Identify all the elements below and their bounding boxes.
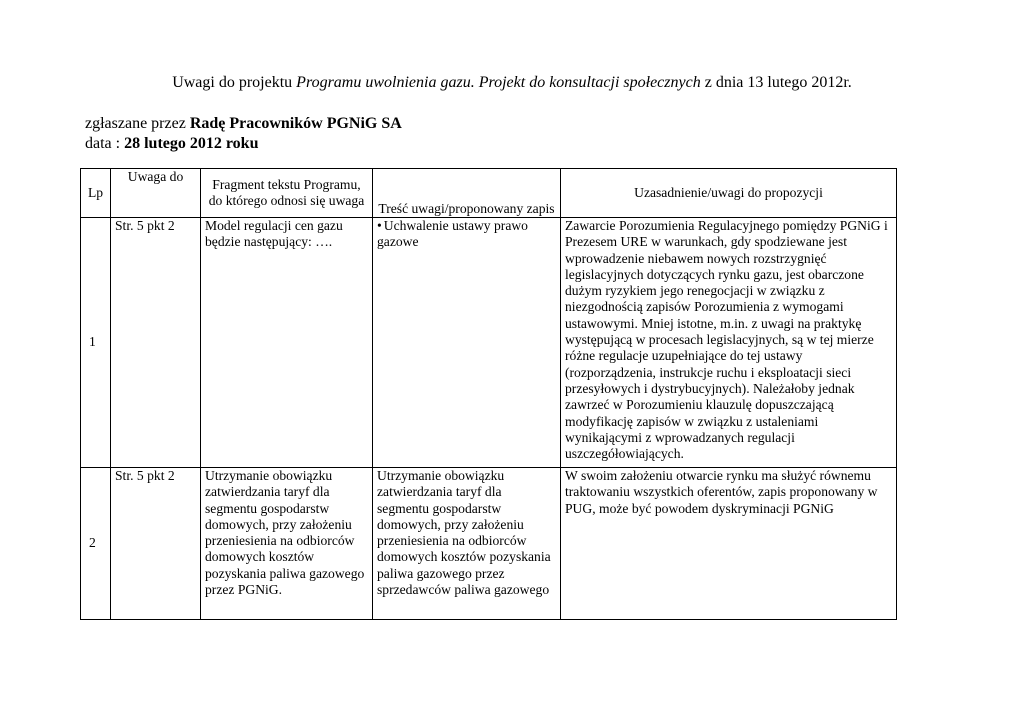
title-prefix: Uwagi do projektu (172, 74, 297, 91)
date-line (85, 134, 258, 154)
row-uzasadnienie: W swoim założeniu otwarcie rynku ma służyć równemu traktowaniu wszystkich oferentów, zapis proponowany w PUG, może być powodem dyskryminacji PGNiG (561, 468, 897, 620)
header-uzasadnienie: Uzasadnienie/uwagi do propozycji (561, 169, 897, 218)
header-uwaga: Uwaga do (111, 169, 201, 218)
submitted-label: zgłaszane przez (85, 115, 190, 132)
date-value: 28 lutego 2012 roku (124, 135, 259, 152)
row-uzasadnienie: Zawarcie Porozumienia Regulacyjnego pomiędzy PGNiG i Prezesem URE w warunkach, gdy spodziewane jest wprowadzenie niebawem nowych rozstrzygnięć legislacyjnych dotyczących rynku gazu, jest obarczone dużym ryzykiem jego renegocjacji w związku z niezgodnością zapisów Porozumienia z wymogami ustawowymi. Mniej istotne, m.in. z uwagi na praktykę występującą w procesach legislacyjnych, są w tej mierze różne regulacje uzupełniające do tej ustawy (rozporządzenia, instrukcje ruchu i eksploatacji sieci przesyłowych i dystrybucyjnych). Należałoby jednak zawrzeć w Porozumieniu klauzulę dopuszczającą modyfikację zapisów w związku z ustaleniami wynikającymi z wprowadzanych regulacji uszczegółowiających. (561, 218, 897, 468)
header-fragment: Fragment tekstu Programu, do którego odnosi się uwaga (201, 169, 373, 218)
row-tresc: Utrzymanie obowiązku zatwierdzania taryf dla segmentu gospodarstw domowych, przy założeniu przeniesienia na odbiorców domowych kosztów pozyskania paliwa gazowego przez sprzedawców paliwa gazowego (373, 468, 561, 620)
header-tresc: Treść uwagi/proponowany zapis (373, 169, 561, 218)
row-tresc-text: Uchwalenie ustawy prawo gazowe (377, 218, 528, 250)
table-header-row (81, 169, 897, 218)
row-lp: 1 (81, 218, 111, 468)
row-uwaga: Str. 5 pkt 2 (111, 218, 201, 468)
row-uwaga: Str. 5 pkt 2 (111, 468, 201, 620)
table-row (81, 468, 897, 620)
table-row (81, 218, 897, 468)
title-suffix: z dnia 13 lutego 2012r. (700, 74, 852, 91)
row-fragment: Model regulacji cen gazu będzie następujący: …. (201, 218, 373, 468)
submitted-by: Radę Pracowników PGNiG SA (189, 115, 402, 132)
title-italic: Programu uwolnienia gazu. Projekt do konsultacji społecznych (296, 74, 701, 91)
bullet-icon: • (377, 218, 382, 233)
row-tresc (373, 218, 561, 468)
date-label: data : (85, 135, 125, 152)
remarks-table (80, 168, 897, 620)
document-title (0, 73, 1024, 93)
row-fragment: Utrzymanie obowiązku zatwierdzania taryf dla segmentu gospodarstw domowych, przy założeniu przeniesienia na odbiorców domowych kosztów pozyskania paliwa gazowego przez PGNiG. (201, 468, 373, 620)
header-lp: Lp (81, 169, 111, 218)
submitted-line (85, 114, 402, 134)
row-lp: 2 (81, 468, 111, 620)
